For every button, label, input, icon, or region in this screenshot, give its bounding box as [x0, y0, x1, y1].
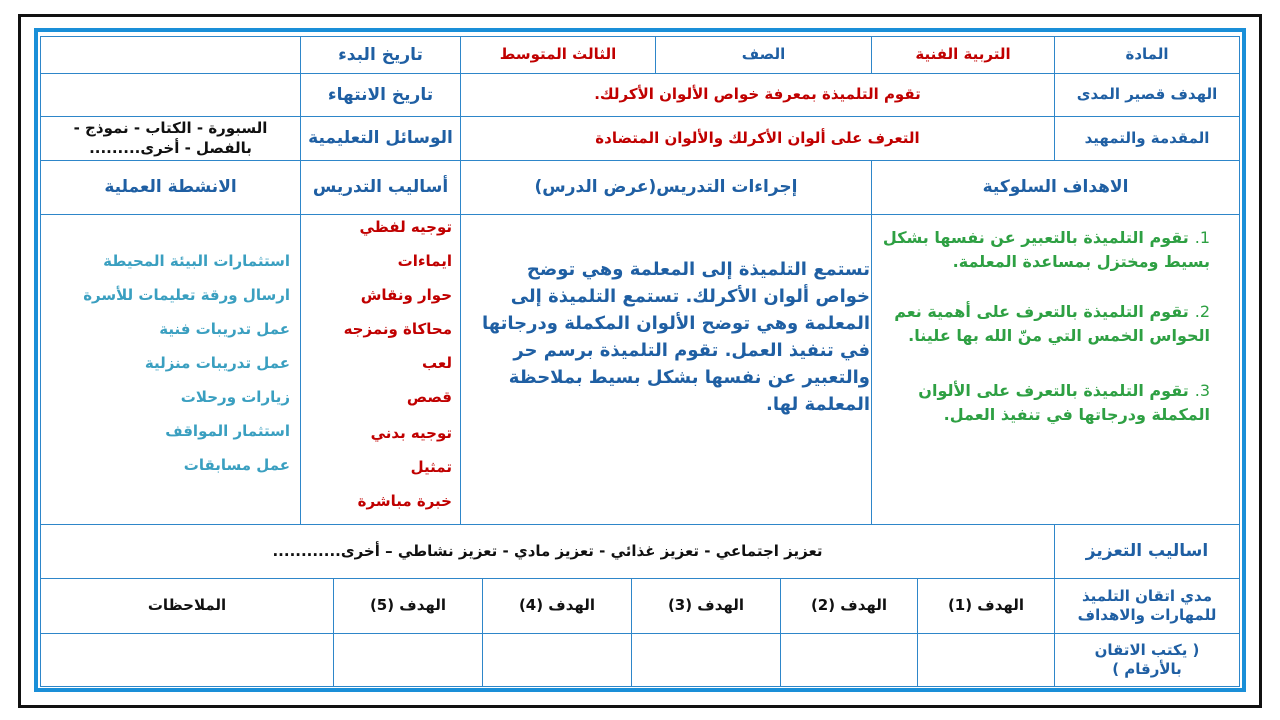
methods-header: أساليب التدريس [300, 160, 461, 215]
goal-3-input[interactable] [631, 633, 781, 687]
method-item: تمثيل [410, 458, 452, 476]
goal-label: الهدف قصير المدى [1054, 73, 1240, 117]
end-date-label: تاريخ الانتهاء [300, 73, 461, 117]
activity-item: زيارات ورحلات [180, 388, 290, 406]
reinforcement-value: تعزيز اجتماعي - تعزيز غذائي - تعزيز مادي - تعزيز نشاطي – أخرى............ [40, 524, 1055, 579]
mastery-note: ( يكتب الاتقان بالأرقام ) [1054, 633, 1240, 687]
method-item: قصص [406, 388, 452, 406]
tools-label: الوسائل التعليمية [300, 116, 461, 161]
method-item: لعب [422, 354, 452, 372]
activity-item: ارسال ورقة تعليمات للأسرة [83, 286, 290, 304]
method-item: ايماءات [397, 252, 452, 270]
activity-item: عمل مسابقات [183, 456, 290, 474]
objective-2 [880, 300, 1210, 348]
method-item: توجيه بدني [370, 424, 452, 442]
subject-label: المادة [1054, 36, 1240, 74]
goal-4-input[interactable] [482, 633, 632, 687]
activity-item: عمل تدريبات منزلية [144, 354, 290, 372]
goal-2-input[interactable] [780, 633, 918, 687]
reinforcement-label: اساليب التعزيز [1054, 524, 1240, 579]
objective-3 [880, 379, 1210, 427]
mastery-label: مدي اتقان التلميذ للمهارات والاهداف [1054, 578, 1240, 634]
goal-4-header: الهدف (4) [482, 578, 632, 634]
goal-2-header: الهدف (2) [780, 578, 918, 634]
class-label: الصف [655, 36, 872, 74]
method-item: توجيه لفظي [359, 218, 452, 236]
goal-1-input[interactable] [917, 633, 1055, 687]
activity-item: استثمار المواقف [165, 422, 290, 440]
objective-text: تقوم التلميذة بالتعرف على أهمية نعم الحواس الخمس التي منّ الله بها علينا. [894, 302, 1210, 345]
notes-input[interactable] [40, 633, 334, 687]
method-item: محاكاة ونمزجه [343, 320, 452, 338]
procedures-text: تستمع التلميذة إلى المعلمة وهي توضح خواص ألوان الأكرلك. تستمع التلميذة إلى المعلمة وهي توضح الألوان المكملة ودرجاتها في تنفيذ العمل. تقوم التلميذة برسم حر والتعبير عن نفسها بشكل بسيط بملاحظة المعلمة لها. [482, 259, 870, 415]
end-date-value[interactable] [40, 73, 301, 117]
method-item: حوار ونقاش [360, 286, 452, 304]
goal-value: تقوم التلميذة بمعرفة خواص الألوان الأكرلك. [460, 73, 1055, 117]
objective-number: 3. [1194, 381, 1210, 400]
objective-number: 1. [1194, 228, 1210, 247]
objectives-header: الاهداف السلوكية [871, 160, 1240, 215]
activities-list [50, 252, 290, 482]
goal-3-header: الهدف (3) [631, 578, 781, 634]
class-value: الثالث المتوسط [460, 36, 656, 74]
notes-header: الملاحظات [40, 578, 334, 634]
method-item: خبرة مباشرة [357, 492, 452, 510]
activity-item: عمل تدريبات فنية [159, 320, 290, 338]
start-date-value[interactable] [40, 36, 301, 74]
objective-1 [880, 226, 1210, 274]
procedures-header: إجراءات التدريس(عرض الدرس) [460, 160, 872, 215]
objective-text: تقوم التلميذة بالتعرف على الألوان المكملة ودرجاتها في تنفيذ العمل. [918, 381, 1210, 424]
goal-5-input[interactable] [333, 633, 483, 687]
tools-value: السبورة - الكتاب - نموذج - بالفصل - أخرى......... [40, 116, 301, 161]
objective-text: تقوم التلميذة بالتعبير عن نفسها بشكل بسيط ومختزل بمساعدة المعلمة. [882, 228, 1210, 271]
start-date-label: تاريخ البدء [300, 36, 461, 74]
goal-1-header: الهدف (1) [917, 578, 1055, 634]
subject-value: التربية الفنية [871, 36, 1055, 74]
goal-5-header: الهدف (5) [333, 578, 483, 634]
activities-header: الانشطة العملية [40, 160, 301, 215]
objective-number: 2. [1194, 302, 1210, 321]
methods-list [310, 218, 452, 518]
intro-label: المقدمة والتمهيد [1054, 116, 1240, 161]
activity-item: استثمارات البيئة المحيطة [103, 252, 290, 270]
intro-value: التعرف على ألوان الأكرلك والألوان المتضادة [460, 116, 1055, 161]
